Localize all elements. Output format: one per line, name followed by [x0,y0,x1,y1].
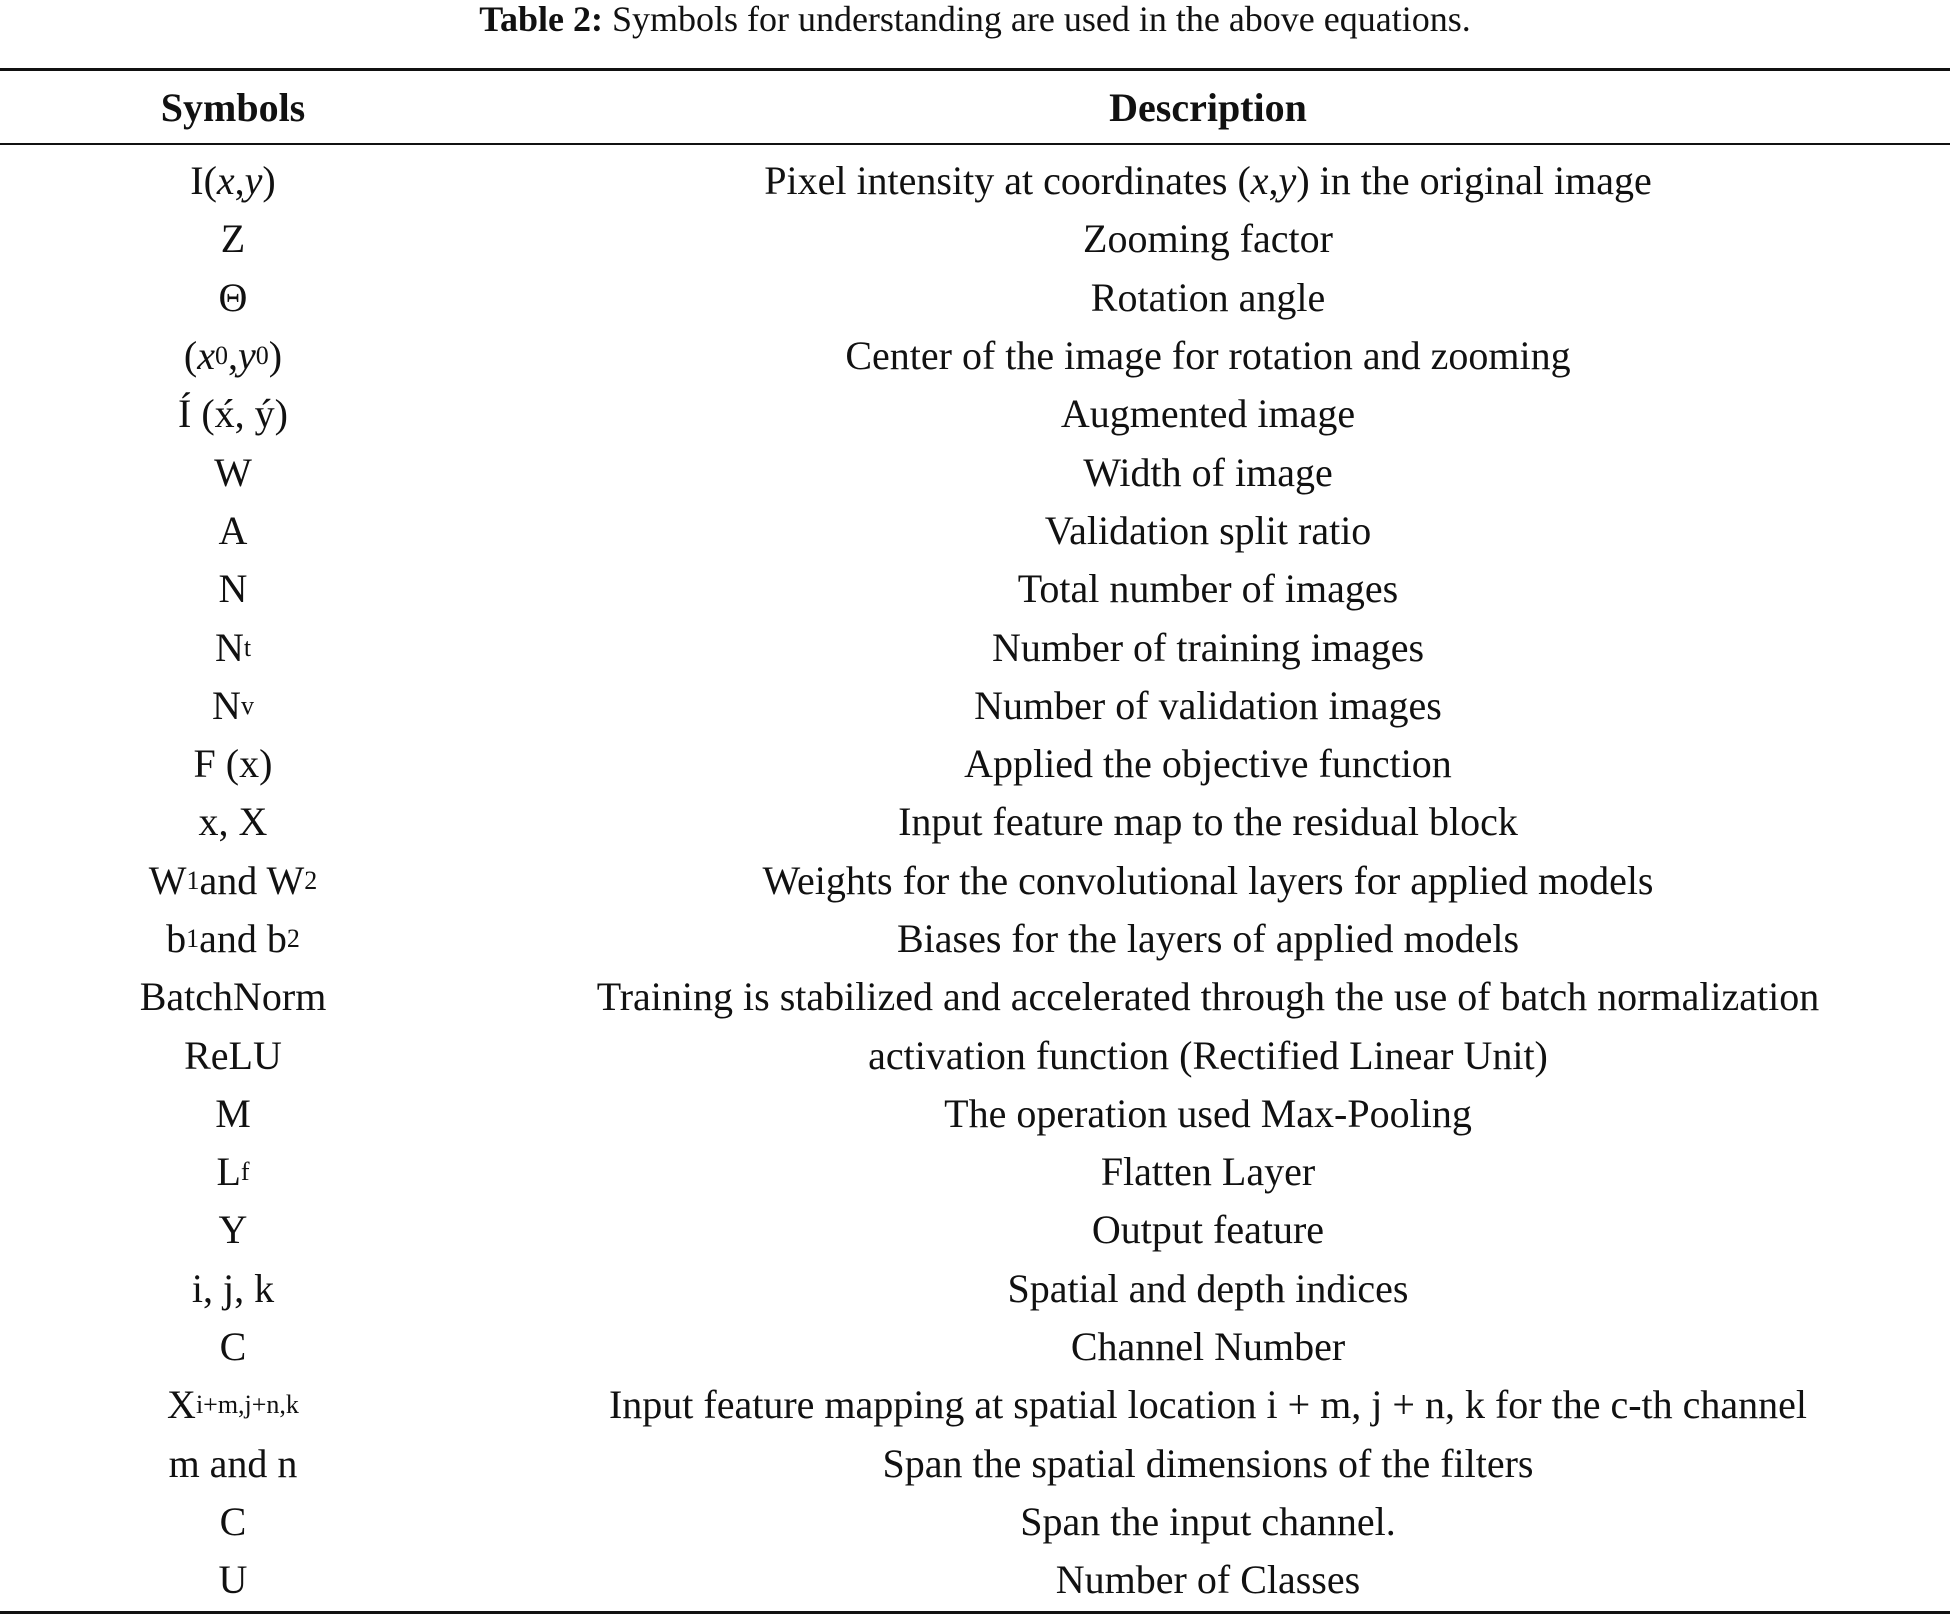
table-row [0,385,1950,443]
description-cell: Zooming factor [1083,216,1333,262]
table-row [0,618,1950,676]
symbol-cell: N t [214,624,252,670]
symbol-cell: L f [216,1149,250,1195]
table-row [0,210,1950,268]
description-cell: Number of training images [991,624,1425,670]
table-row [0,735,1950,793]
table-row [0,1551,1950,1609]
description-cell: activation function (Rectified Linear Unit) [868,1032,1548,1078]
description-cell: Width of image [1083,449,1333,495]
symbol-cell: Í (x́, ý) [178,391,288,437]
table-row [0,327,1950,385]
description-cell: Number of validation images [974,682,1442,728]
table-row [0,1435,1950,1493]
symbol-cell: Y [218,1207,248,1253]
table-row [0,1493,1950,1551]
header-symbols: Symbols [160,84,306,130]
table-header-rule [0,143,1950,145]
symbol-cell: m and n [168,1440,298,1486]
table-caption-text: Symbols for understanding are used in the above equations. [602,0,1471,39]
table-row [0,152,1950,210]
table-row [0,968,1950,1026]
table-row [0,910,1950,968]
description-cell: Flatten Layer [1100,1149,1316,1195]
description-cell: Pixel intensity at coordinates ( x , y ) in the original image [764,158,1652,204]
table-caption [0,0,1950,38]
table-caption-label: Table 2: [479,0,603,39]
description-cell: Output feature [1091,1207,1325,1253]
symbol-cell: ReLU [184,1032,282,1078]
description-cell: Span the spatial dimensions of the filters [882,1440,1534,1486]
symbol-cell: W [214,449,252,495]
description-cell: Biases for the layers of applied models [896,916,1520,961]
symbol-cell: F (x) [193,741,273,787]
symbol-cell: U [218,1557,248,1603]
description-cell: Augmented image [1060,391,1356,437]
symbol-cell: X i+m,j+n,k [167,1382,299,1428]
symbol-cell: Z [220,216,246,262]
description-cell: Center of the image for rotation and zooming [845,333,1571,379]
symbol-cell: BatchNorm [139,974,327,1020]
symbol-cell: x, X [198,799,268,845]
table-row [0,560,1950,618]
table-row [0,1143,1950,1201]
description-cell: Input feature mapping at spatial location i + m, j + n, k for the c-th channel [608,1382,1808,1428]
description-cell: Applied the objective function [964,741,1452,787]
header-description: Description [1109,84,1307,130]
description-cell: Number of Classes [1055,1557,1361,1603]
table-row [0,1318,1950,1376]
table-row [0,1376,1950,1434]
symbol-cell: C [219,1324,247,1370]
description-cell: Training is stabilized and accelerated through the use of batch normalization [596,974,1820,1020]
description-cell: Validation split ratio [1044,507,1372,553]
symbol-cell: M [215,1090,251,1136]
description-cell: Rotation angle [1090,274,1326,320]
symbol-cell: N v [212,682,254,728]
table-row [0,793,1950,851]
description-cell: Total number of images [1017,566,1399,612]
symbol-cell: A [218,507,248,553]
table-header-row [0,71,1950,143]
table-row [0,1085,1950,1143]
description-cell: Span the input channel. [1020,1498,1396,1544]
description-cell: Spatial and depth indices [1007,1265,1409,1311]
description-cell: Channel Number [1070,1324,1346,1370]
description-cell: Input feature map to the residual block [898,799,1518,845]
table-row [0,1260,1950,1318]
symbol-cell: Θ [218,274,248,320]
table-row [0,443,1950,501]
symbol-cell: W 1 and W 2 [148,857,318,903]
table-row [0,677,1950,735]
symbol-cell: I( x , y ) [190,158,276,204]
table-row [0,269,1950,327]
symbol-cell: N [218,566,248,612]
symbol-cell: ( x 0 , y 0 ) [183,333,283,379]
description-cell: Weights for the convolutional layers for applied models [762,857,1654,903]
symbol-cell: b 1 and b 2 [166,916,300,961]
symbol-cell: i, j, k [191,1265,275,1311]
symbol-cell: C [219,1498,247,1544]
table-row [0,1201,1950,1259]
table-row [0,502,1950,560]
description-cell: The operation used Max-Pooling [944,1090,1472,1136]
table-row [0,1026,1950,1084]
table-body [0,152,1950,1609]
table-row [0,852,1950,910]
